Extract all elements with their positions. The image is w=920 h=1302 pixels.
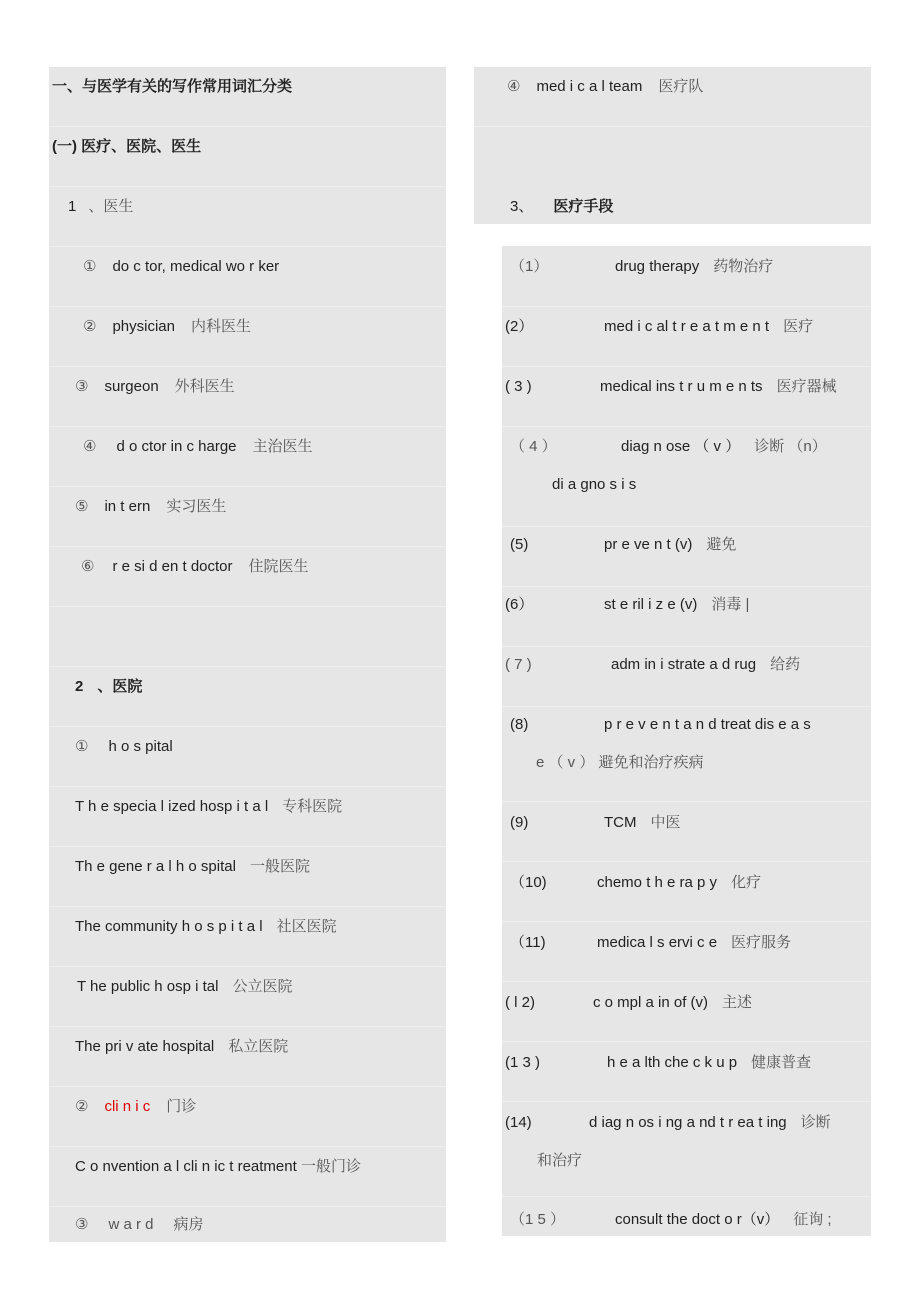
doctor-item-1: ① do c tor, medical wo r ker <box>83 258 280 275</box>
therapy-item-12: ( l 2) c o mpl a in of (v) 主述 <box>505 994 753 1011</box>
therapy-item-7: ( 7 ) adm in i strate a d rug 给药 <box>505 656 801 673</box>
therapy-item-4-cont: di a gno s i s <box>552 476 637 493</box>
doctor-item-3: ③ surgeon 外科医生 <box>75 378 235 395</box>
clinic-line: C o nvention a l cli n ic t reatment 一般门诊 <box>75 1158 361 1175</box>
section-heading: 一、与医学有关的写作常用词汇分类 <box>52 78 293 95</box>
doctor-item-6: ⑥ r e si d en t doctor 住院医生 <box>81 558 309 575</box>
therapy-item-14: (14) d iag n os i ng a nd t r ea t ing 诊断 <box>505 1114 831 1131</box>
therapy-item-6: (6） st e ril i z e (v) 消毒 | <box>505 596 750 613</box>
therapy-item-5: (5) pr e ve n t (v) 避免 <box>510 536 737 553</box>
therapy-item-13: (1 3 ) h e a lth che c k u p 健康普查 <box>505 1054 812 1071</box>
therapy-item-2: (2） med i c al t r e a t m e n t 医疗 <box>505 318 814 335</box>
therapy-item-3: ( 3 ) medical ins t r u m e n ts 医疗器械 <box>505 378 837 395</box>
doctor-item-2: ② physician 内科医生 <box>83 318 252 335</box>
therapy-item-9: (9) TCM 中医 <box>510 814 681 831</box>
hospital-item-2: T h e specia l ized hosp i t a l 专科医院 <box>75 798 343 815</box>
hospital-item-1: ① h o s pital <box>75 738 173 755</box>
therapy-item-15: （1 5 ） consult the doct o r（v） 征询 ; <box>510 1211 832 1228</box>
therapy-item-10: （10) chemo t h e ra p y 化疗 <box>510 874 762 891</box>
ward-item: ③ w a r d 病房 <box>75 1216 204 1233</box>
therapy-item-14-cont: 和治疗 <box>537 1152 583 1169</box>
section-1-title: 1 、医生 <box>68 198 134 215</box>
left-panel <box>49 67 446 1242</box>
section-3-title: 3、 医疗手段 <box>510 198 614 215</box>
therapy-item-11: （11) medica l s ervi c e 医疗服务 <box>510 934 792 951</box>
medical-team-item: ④ med i c a l team 医疗队 <box>507 78 704 95</box>
hospital-item-5: T he public h osp i tal 公立医院 <box>77 978 293 995</box>
therapy-item-1: （1） drug therapy 药物治疗 <box>510 258 774 275</box>
hospital-item-4: The community h o s p i t a l 社区医院 <box>75 918 337 935</box>
hospital-item-3: Th e gene r a l h o spital 一般医院 <box>75 858 310 875</box>
hospital-item-6: The pri v ate hospital 私立医院 <box>75 1038 289 1055</box>
clinic-item: ② cli n i c 门诊 <box>75 1098 197 1115</box>
doctor-item-4: ④ d o ctor in c harge 主治医生 <box>83 438 313 455</box>
doctor-item-5: ⑤ in t ern 实习医生 <box>75 498 227 515</box>
section-2-title: 2 、医院 <box>75 678 143 695</box>
subsection-heading: (一) 医疗、医院、医生 <box>52 138 202 155</box>
therapy-item-4: （ 4 ） diag n ose （ v ） 诊断 （n） <box>510 438 827 455</box>
therapy-item-8: (8) p r e v e n t a n d treat dis e a s <box>510 716 811 733</box>
therapy-item-8-cont: e （ v ） 避免和治疗疾病 <box>536 754 704 771</box>
